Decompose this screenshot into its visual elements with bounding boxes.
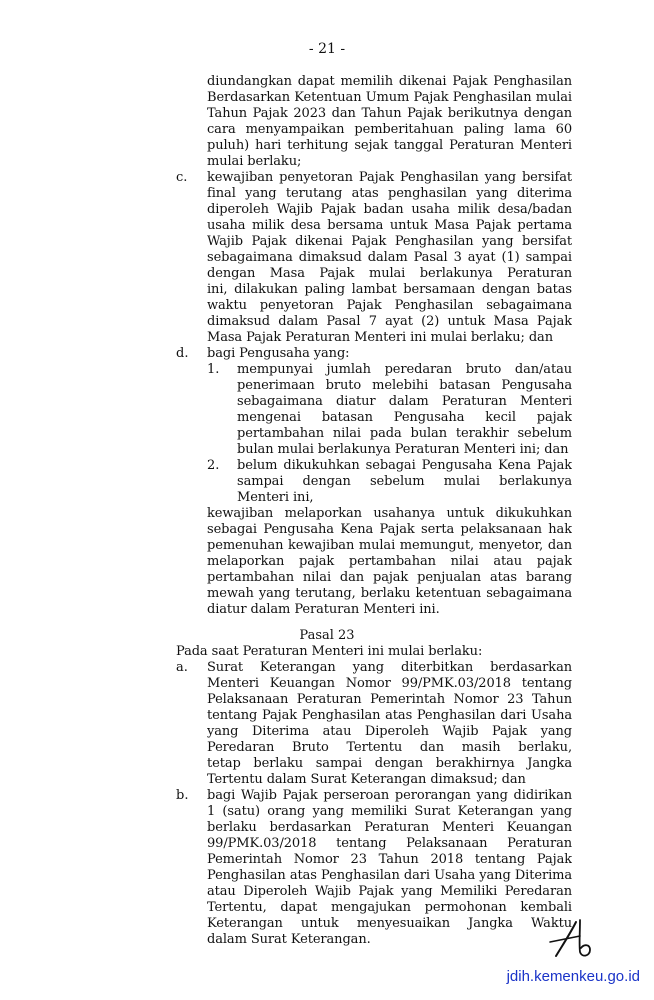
text-line: Penghasilan atas Penghasilan dari Usaha yang Diterima	[207, 868, 572, 883]
text-line: Masa Pajak Peraturan Menteri ini mulai berlaku; dan	[207, 330, 553, 345]
text-line: penerimaan bruto melebihi batasan Pengusaha	[237, 378, 572, 393]
text-line: pertambahan nilai pada bulan terakhir sebelum	[237, 426, 572, 441]
text-line: bagi Pengusaha yang:	[207, 346, 350, 361]
signature-initials	[546, 916, 596, 960]
text-line: pertambahan nilai dan pajak penjualan atas barang	[207, 570, 572, 585]
footer-url-link[interactable]: jdih.kemenkeu.go.id	[506, 968, 640, 985]
text-line: Keterangan untuk menyesuaikan Jangka Waktu	[207, 916, 572, 931]
text-line: puluh) hari terhitung sejak tanggal Peraturan Menteri	[207, 138, 572, 153]
text-line: dimaksud dalam Pasal 7 ayat (2) untuk Masa Pajak	[207, 314, 572, 329]
text-line: Tertentu, dapat mengajukan permohonan kembali	[207, 900, 572, 915]
text-line: tetap berlaku sampai dengan berakhirnya Jangka	[207, 756, 572, 771]
text-line: ini, dilakukan paling lambat bersamaan dengan batas	[207, 282, 572, 297]
text-line: usaha milik desa bersama untuk Masa Pajak pertama	[207, 218, 572, 233]
text-line: Berdasarkan Ketentuan Umum Pajak Penghasilan mulai	[207, 90, 572, 105]
text-line: Tahun Pajak 2023 dan Tahun Pajak berikutnya dengan	[207, 106, 572, 121]
list-marker: c.	[176, 170, 188, 185]
text-line: Tertentu dalam Surat Keterangan dimaksud; dan	[207, 772, 526, 787]
text-line: 1 (satu) orang yang memiliki Surat Keterangan yang	[207, 804, 572, 819]
list-marker: d.	[176, 346, 189, 361]
text-line: waktu penyetoran Pajak Penghasilan sebagaimana	[207, 298, 572, 313]
text-line: belum dikukuhkan sebagai Pengusaha Kena Pajak	[237, 458, 572, 473]
text-line: tentang Pajak Penghasilan atas Penghasilan dari Usaha	[207, 708, 572, 723]
text-line: bagi Wajib Pajak perseroan perorangan yang didirikan	[207, 788, 572, 803]
text-line: mewah yang terutang, berlaku ketentuan sebagaimana	[207, 586, 572, 601]
text-line: sampai dengan sebelum mulai berlakunya	[237, 474, 572, 489]
text-line: kewajiban melaporkan usahanya untuk dikukuhkan	[207, 506, 572, 521]
text-line: cara menyampaikan pemberitahuan paling lama 60	[207, 122, 572, 137]
text-line: dengan Masa Pajak mulai berlakunya Peraturan	[207, 266, 572, 281]
sub-list-marker: 2.	[207, 458, 220, 473]
text-line: Wajib Pajak dikenai Pajak Penghasilan yang bersifat	[207, 234, 572, 249]
text-line: mempunyai jumlah peredaran bruto dan/atau	[237, 362, 572, 377]
text-line: Pemerintah Nomor 23 Tahun 2018 tentang Pajak	[207, 852, 572, 867]
text-line: Surat Keterangan yang diterbitkan berdasarkan	[207, 660, 572, 675]
section-intro: Pada saat Peraturan Menteri ini mulai berlaku:	[176, 644, 483, 659]
text-line: final yang terutang atas penghasilan yang diterima	[207, 186, 572, 201]
text-line: kewajiban penyetoran Pajak Penghasilan yang bersifat	[207, 170, 572, 185]
text-line: melaporkan pajak pertambahan nilai atau pajak	[207, 554, 572, 569]
text-line: yang Diterima atau Diperoleh Wajib Pajak yang	[207, 724, 572, 739]
text-line: sebagaimana diatur dalam Peraturan Menteri	[237, 394, 572, 409]
text-line: pemenuhan kewajiban mulai memungut, menyetor, dan	[207, 538, 572, 553]
list-marker: a.	[176, 660, 188, 675]
section-heading-pasal-23: Pasal 23	[299, 628, 355, 643]
page-number: - 21 -	[308, 41, 346, 57]
text-line: mulai berlaku;	[207, 154, 302, 169]
text-line: diatur dalam Peraturan Menteri ini.	[207, 602, 440, 617]
text-line: sebagaimana dimaksud dalam Pasal 3 ayat (1) sampai	[207, 250, 572, 265]
list-marker: b.	[176, 788, 189, 803]
text-line: sebagai Pengusaha Kena Pajak serta pelaksanaan hak	[207, 522, 572, 537]
sub-list-marker: 1.	[207, 362, 220, 377]
text-line: mengenai batasan Pengusaha kecil pajak	[237, 410, 572, 425]
text-line: bulan mulai berlakunya Peraturan Menteri ini; dan	[237, 442, 569, 457]
text-line: diperoleh Wajib Pajak badan usaha milik desa/badan	[207, 202, 572, 217]
text-line: dalam Surat Keterangan.	[207, 932, 371, 947]
text-line: Peredaran Bruto Tertentu dan masih berlaku,	[207, 740, 572, 755]
text-line: 99/PMK.03/2018 tentang Pelaksanaan Peraturan	[207, 836, 572, 851]
text-line: Menteri ini,	[237, 490, 314, 505]
text-line: berlaku berdasarkan Peraturan Menteri Keuangan	[207, 820, 572, 835]
text-line: atau Diperoleh Wajib Pajak yang Memiliki Peredaran	[207, 884, 572, 899]
text-line: Menteri Keuangan Nomor 99/PMK.03/2018 tentang	[207, 676, 572, 691]
text-line: diundangkan dapat memilih dikenai Pajak Penghasilan	[207, 74, 572, 89]
text-line: Pelaksanaan Peraturan Pemerintah Nomor 23 Tahun	[207, 692, 572, 707]
